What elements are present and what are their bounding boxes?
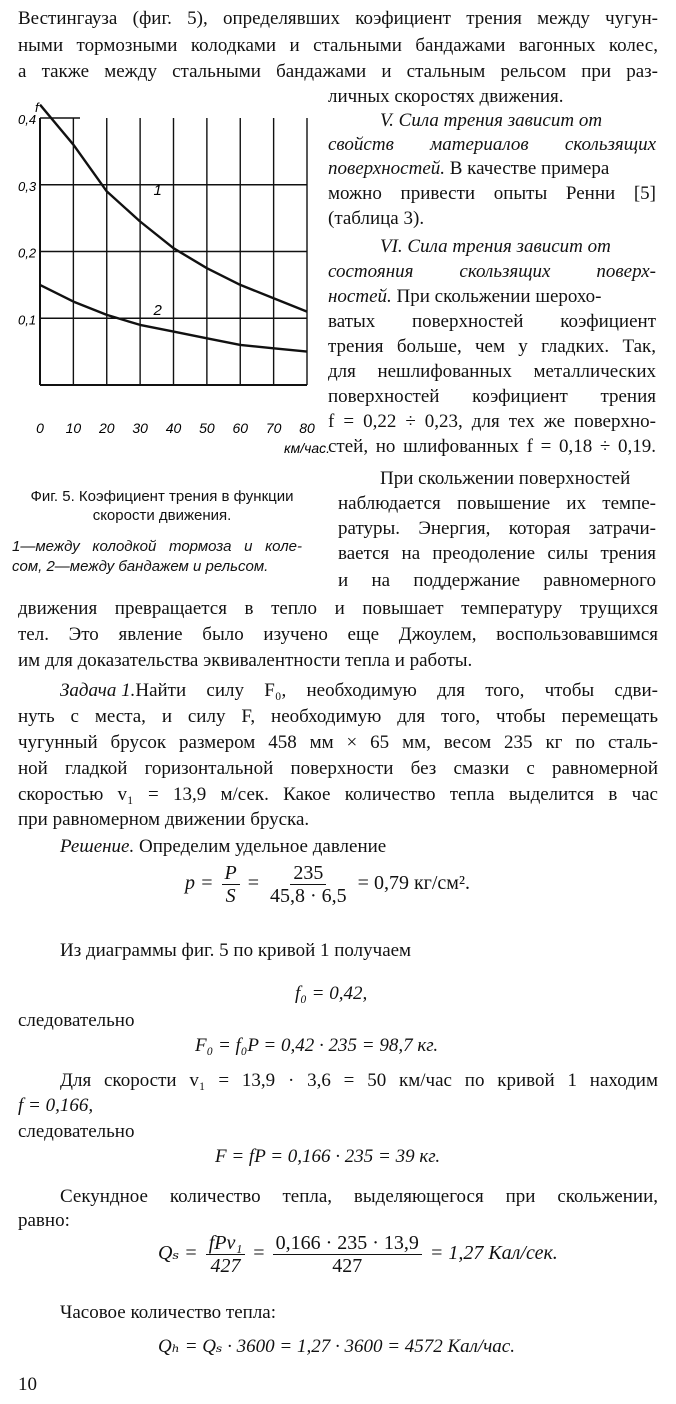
text-line: Из диаграммы фиг. 5 по кривой 1 получаем [60, 940, 412, 961]
x-tick-label: 80 [299, 420, 315, 436]
text-line: им для доказательства эквивалентности тепла и работы. [18, 650, 473, 671]
equation-Qh: Qₕ = Qₛ · 3600 = 1,27 · 3600 = 4572 Кал/час. [158, 1336, 515, 1357]
section-heading: V. Сила трения зависит от [380, 110, 603, 131]
x-tick-label: 70 [265, 420, 282, 436]
text-line: f = 0,166, [18, 1095, 94, 1116]
figure-caption: Фиг. 5. Коэфициент трения в функции [30, 488, 294, 505]
equation-f0: f₀ = 0,42, [295, 983, 368, 1004]
page-number: 10 [18, 1374, 37, 1395]
text-line: (таблица 3). [328, 208, 425, 229]
text-line: наблюдается повышение их темпе- [338, 493, 656, 514]
equation-heat: Qₛ = $\frac{\text{fPv₁}}{427}$ = $\frac{0,166 \cdot 235 \cdot 13,9}{427}$ = 1,27 Кал/сек. [158, 1232, 558, 1277]
text-line: Решение. Определим удельное давление [60, 836, 387, 857]
figure-legend: 1—между колодкой тормоза и коле- [12, 538, 302, 555]
x-axis-unit: км/час. [283, 440, 331, 456]
text-line: поверхностей. В качестве примера [328, 158, 610, 179]
text-line: ватых поверхностей коэфициент [328, 311, 656, 332]
equation-pressure: p = $\frac{P}{S}$ = $\frac{235}{45,8 \cdot 6,5}$ = 0,79 кг/см². [185, 862, 470, 907]
text-line: При скольжении поверхностей [380, 468, 631, 489]
text-line: f = 0,22 ÷ 0,23, для тех же поверхно- [328, 411, 656, 432]
curve-label-1: 1 [153, 181, 162, 199]
x-tick-label: 10 [65, 420, 82, 436]
text-line: следовательно [18, 1010, 135, 1031]
y-tick-label: 0,4 [18, 112, 37, 127]
x-tick-label: 20 [98, 420, 115, 436]
text-line: равно: [18, 1210, 70, 1231]
text-line: скоростью v₁ = 13,9 м/сек. Какое количество тепла выделится в час [18, 784, 658, 805]
y-axis-label: f [35, 100, 39, 115]
y-tick-label: 0,3 [18, 178, 37, 194]
text-line: ностей. При скольжении шерохо- [328, 286, 602, 307]
text-line: ратуры. Энергия, которая затрачи- [338, 518, 656, 539]
task-line: Задача 1. Найти силу F₀, необходимую для того, чтобы сдви- [60, 680, 658, 701]
figure-legend: сом, 2—между бандажем и рельсом. [12, 558, 269, 575]
x-tick-label: 50 [199, 420, 215, 436]
text-line: Для скорости v₁ = 13,9 · 3,6 = 50 км/час по кривой 1 находим [60, 1070, 658, 1091]
figure-caption: скорости движения. [92, 507, 232, 524]
text-line: движения превращается в тепло и повышает температуру трущихся [18, 598, 658, 619]
text-line: тел. Это явление было изучено еще Джоулем, воспользовавшимся [18, 624, 658, 645]
text-line: можно привести опыты Ренни [5] [328, 183, 656, 204]
text-line: ной гладкой горизонтальной поверхности без смазки с равномерной [18, 758, 658, 779]
text-line: и на поддержание равномерного [338, 570, 656, 591]
y-tick-label: 0,1 [18, 312, 37, 328]
friction-chart [15, 100, 331, 465]
text-line: а также между стальными бандажами и стальным рельсом при раз- [18, 61, 658, 82]
x-tick-label: 0 [36, 420, 44, 436]
text-line: поверхностей коэфициент трения [328, 386, 656, 407]
x-tick-label: 60 [232, 420, 249, 436]
x-tick-label: 30 [132, 420, 148, 436]
text-line: чугунный брусок размером 458 мм × 65 мм, весом 235 кг по сталь- [18, 732, 658, 753]
text-line: при равномерном движении бруска. [18, 809, 310, 830]
text-line: вается на преодоление силы трения [338, 543, 656, 564]
text-line: Секундное количество тепла, выделяющегося при скольжении, [60, 1186, 658, 1207]
text-line: Вестингауза (фиг. 5), определявших коэфициент трения между чугун- [18, 8, 658, 29]
text-line: стей, но шлифованных f = 0,18 ÷ 0,19. [328, 436, 656, 457]
task-label: Задача 1. [60, 680, 136, 701]
text-line: нуть с места, и силу F, необходимую для того, чтобы перемещать [18, 706, 658, 727]
equation-F: F = fP = 0,166 · 235 = 39 кг. [215, 1146, 441, 1167]
text-line: для нешлифованных металлических [328, 361, 656, 382]
text-line: следовательно [18, 1121, 135, 1142]
text-line: свойств материалов скользящих [328, 134, 656, 155]
text-line: состояния скользящих поверх- [328, 261, 656, 282]
y-tick-label: 0,2 [18, 245, 37, 261]
text-line: личных скоростях движения. [328, 86, 564, 107]
equation-F0: F₀ = f₀P = 0,42 · 235 = 98,7 кг. [195, 1035, 439, 1056]
text-line: ными тормозными колодками и стальными бандажами вагонных колес, [18, 35, 658, 56]
section-heading: VI. Сила трения зависит от [380, 236, 611, 257]
text-line: трения больше, чем у гладких. Так, [328, 336, 656, 357]
solution-label: Решение. [60, 836, 135, 857]
x-tick-label: 40 [165, 420, 182, 436]
text-line: Часовое количество тепла: [60, 1302, 277, 1323]
curve-label-2: 2 [153, 301, 162, 319]
